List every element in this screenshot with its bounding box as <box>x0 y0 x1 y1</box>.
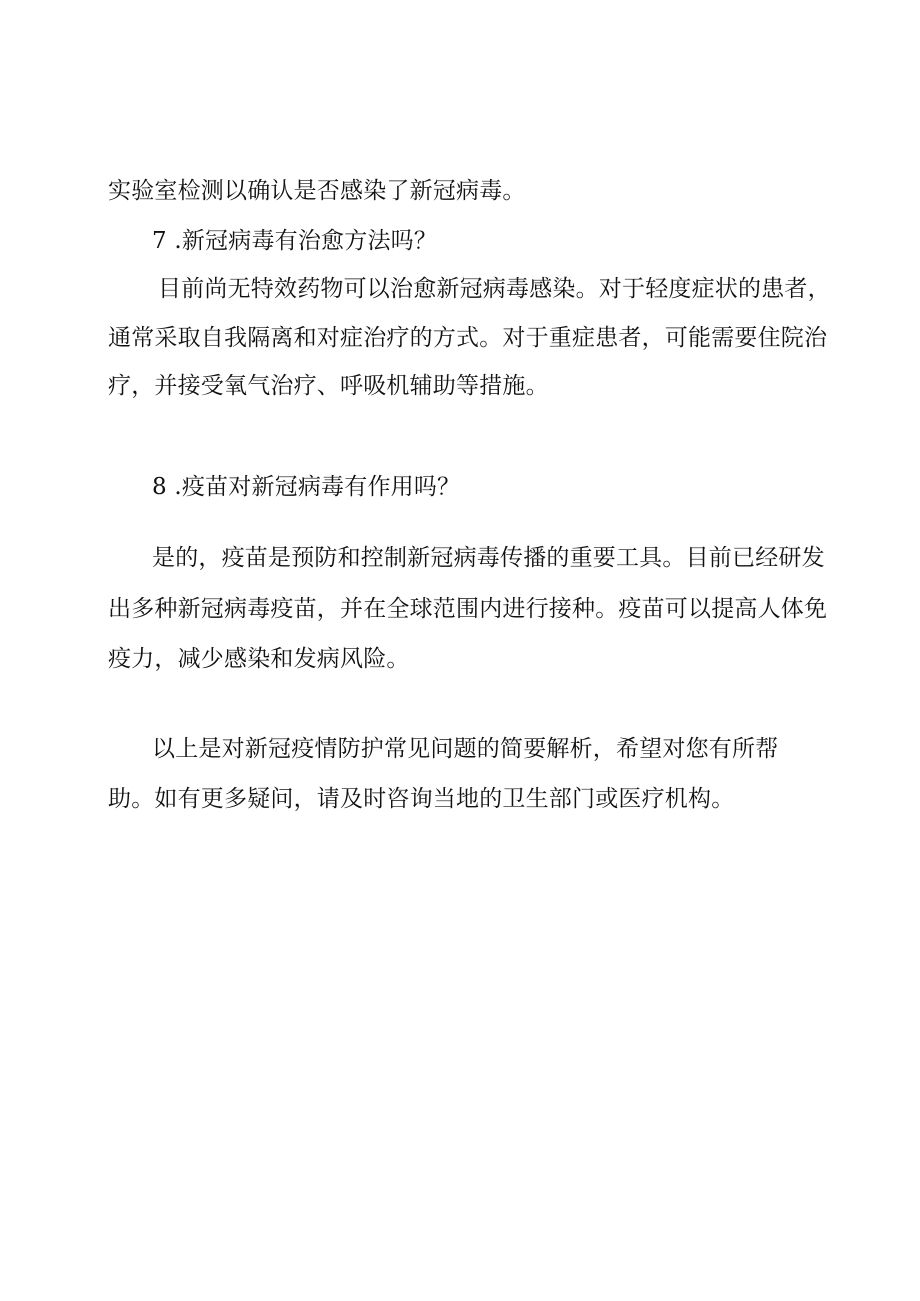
answer-7-line-2: 通常采取自我隔离和对症治疗的方式。对于重症患者，可能需要住院治 <box>108 325 828 351</box>
conclusion-line-2: 助。如有更多疑问，请及时咨询当地的卫生部门或医疗机构。 <box>108 786 735 812</box>
conclusion-line-1: 以上是对新冠疫情防护常见问题的简要解析，希望对您有所帮 <box>152 736 779 762</box>
continuation-line-1: 实验室检测以确认是否感染了新冠病毒。 <box>108 178 526 204</box>
question-8-heading: 8 .疫苗对新冠病毒有作用吗？ <box>152 474 461 500</box>
answer-8-line-3: 疫力，减少感染和发病风险。 <box>108 646 410 672</box>
answer-8-line-2: 出多种新冠病毒疫苗，并在全球范围内进行接种。疫苗可以提高人体免 <box>108 596 828 622</box>
answer-8-line-1: 是的，疫苗是预防和控制新冠病毒传播的重要工具。目前已经研发 <box>152 545 825 571</box>
question-7-heading: 7 .新冠病毒有治愈方法吗？ <box>152 228 438 254</box>
answer-7-line-3: 疗，并接受氧气治疗、呼吸机辅助等措施。 <box>108 373 549 399</box>
answer-7-line-1: 目前尚无特效药物可以治愈新冠病毒感染。对于轻度症状的患者， <box>158 276 831 302</box>
